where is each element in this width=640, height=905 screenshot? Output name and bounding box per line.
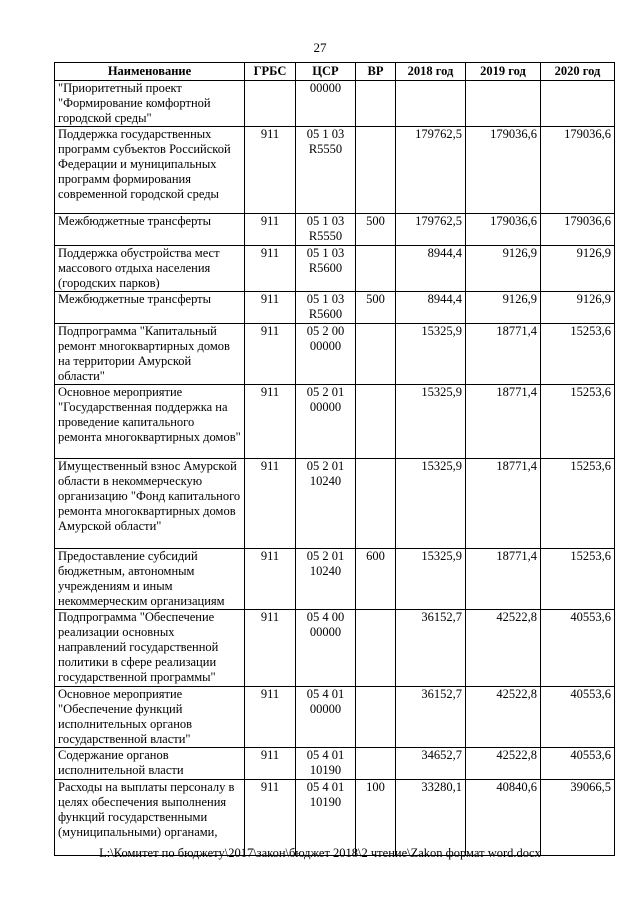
cell-csr: 05 2 01 00000 [296,385,356,459]
cell-2018: 8944,4 [396,246,466,292]
footer-file-path: L:\Комитет по бюджету\2017\закон\бюджет 2018\2 чтение\Zakon формат word.docx [99,846,541,860]
cell-name: Основное мероприятие "Государственная поддержка на проведение капитального ремонта многоквартирных домов" [55,385,245,459]
cell-grbs: 911 [245,459,296,549]
cell-vr: 600 [356,549,396,610]
cell-2018: 15325,9 [396,385,466,459]
cell-csr: 05 4 00 00000 [296,610,356,687]
cell-2019: 18771,4 [466,385,541,459]
header-name: Наименование [55,63,245,81]
cell-name: Имущественный взнос Амурской области в некоммерческую организацию "Фонд капитального ремонта многоквартирных домов Амурской области" [55,459,245,549]
budget-table [54,62,615,856]
cell-grbs: 911 [245,292,296,324]
cell-csr: 05 1 03 R5600 [296,292,356,324]
cell-2020: 40553,6 [541,748,615,780]
cell-csr: 05 2 01 10240 [296,459,356,549]
cell-2020: 40553,6 [541,687,615,748]
cell-vr: 500 [356,292,396,324]
cell-2018: 15325,9 [396,549,466,610]
cell-2018: 36152,7 [396,610,466,687]
table-row [55,549,615,610]
header-2020: 2020 год [541,63,615,81]
cell-2018: 36152,7 [396,687,466,748]
cell-2019: 18771,4 [466,459,541,549]
cell-vr [356,385,396,459]
cell-vr [356,127,396,214]
cell-2018: 34652,7 [396,748,466,780]
cell-csr: 00000 [296,81,356,127]
header-grbs: ГРБС [245,63,296,81]
cell-2020: 40553,6 [541,610,615,687]
header-vr: ВР [356,63,396,81]
cell-vr [356,610,396,687]
cell-2020: 179036,6 [541,214,615,246]
cell-2018: 15325,9 [396,324,466,385]
cell-2018: 33280,1 [396,780,466,856]
cell-csr: 05 2 01 10240 [296,549,356,610]
cell-2019: 18771,4 [466,324,541,385]
cell-2020 [541,81,615,127]
cell-2019: 40840,6 [466,780,541,856]
cell-grbs: 911 [245,748,296,780]
table-header-row [55,63,615,81]
cell-csr: 05 1 03 R5550 [296,127,356,214]
cell-name: Расходы на выплаты персоналу в целях обеспечения выполнения функций государственными (муниципальными) органами, [55,780,245,856]
cell-vr: 500 [356,214,396,246]
cell-name: Подпрограмма "Капитальный ремонт многоквартирных домов на территории Амурской области" [55,324,245,385]
cell-grbs [245,81,296,127]
table-row [55,246,615,292]
cell-grbs: 911 [245,780,296,856]
header-2018: 2018 год [396,63,466,81]
cell-2019: 179036,6 [466,127,541,214]
cell-csr: 05 4 01 10190 [296,780,356,856]
header-2019: 2019 год [466,63,541,81]
cell-name: Подпрограмма "Обеспечение реализации основных направлений государственной политики в сфере реализации государственной программы" [55,610,245,687]
cell-name: Поддержка государственных программ субъектов Российской Федерации и муниципальных программ формирования современной городской среды [55,127,245,214]
table-row [55,214,615,246]
table-row [55,324,615,385]
cell-2019: 18771,4 [466,549,541,610]
cell-2019: 42522,8 [466,610,541,687]
cell-vr [356,687,396,748]
cell-grbs: 911 [245,127,296,214]
cell-csr: 05 1 03 R5600 [296,246,356,292]
table-row [55,610,615,687]
cell-grbs: 911 [245,214,296,246]
cell-2019: 179036,6 [466,214,541,246]
cell-grbs: 911 [245,687,296,748]
cell-2020: 9126,9 [541,246,615,292]
cell-name: Межбюджетные трансферты [55,214,245,246]
cell-2020: 15253,6 [541,459,615,549]
cell-2018: 179762,5 [396,127,466,214]
cell-grbs: 911 [245,610,296,687]
cell-2019 [466,81,541,127]
cell-name: Поддержка обустройства мест массового отдыха населения (городских парков) [55,246,245,292]
cell-vr [356,324,396,385]
cell-vr [356,246,396,292]
table-row [55,127,615,214]
cell-2020: 15253,6 [541,385,615,459]
table-row [55,385,615,459]
cell-grbs: 911 [245,246,296,292]
table-row [55,459,615,549]
cell-2019: 9126,9 [466,246,541,292]
page-number: 27 [313,40,327,55]
cell-vr [356,81,396,127]
cell-grbs: 911 [245,324,296,385]
cell-vr [356,748,396,780]
cell-2020: 15253,6 [541,324,615,385]
table-row [55,748,615,780]
cell-2019: 42522,8 [466,748,541,780]
cell-grbs: 911 [245,549,296,610]
table-row [55,81,615,127]
cell-2018 [396,81,466,127]
cell-2020: 179036,6 [541,127,615,214]
cell-2019: 42522,8 [466,687,541,748]
cell-2018: 179762,5 [396,214,466,246]
cell-vr: 100 [356,780,396,856]
cell-csr: 05 4 01 00000 [296,687,356,748]
cell-2018: 8944,4 [396,292,466,324]
table-row [55,292,615,324]
cell-2018: 15325,9 [396,459,466,549]
table-row [55,687,615,748]
cell-name: Межбюджетные трансферты [55,292,245,324]
cell-2020: 15253,6 [541,549,615,610]
cell-name: "Приоритетный проект "Формирование комфортной городской среды" [55,81,245,127]
cell-name: Основное мероприятие "Обеспечение функций исполнительных органов государственной власти" [55,687,245,748]
cell-2020: 9126,9 [541,292,615,324]
table-row [55,780,615,856]
cell-grbs: 911 [245,385,296,459]
cell-name: Содержание органов исполнительной власти [55,748,245,780]
cell-csr: 05 1 03 R5550 [296,214,356,246]
cell-name: Предоставление субсидий бюджетным, автономным учреждениям и иным некоммерческим организациям [55,549,245,610]
cell-csr: 05 2 00 00000 [296,324,356,385]
cell-vr [356,459,396,549]
cell-csr: 05 4 01 10190 [296,748,356,780]
header-csr: ЦСР [296,63,356,81]
cell-2019: 9126,9 [466,292,541,324]
cell-2020: 39066,5 [541,780,615,856]
